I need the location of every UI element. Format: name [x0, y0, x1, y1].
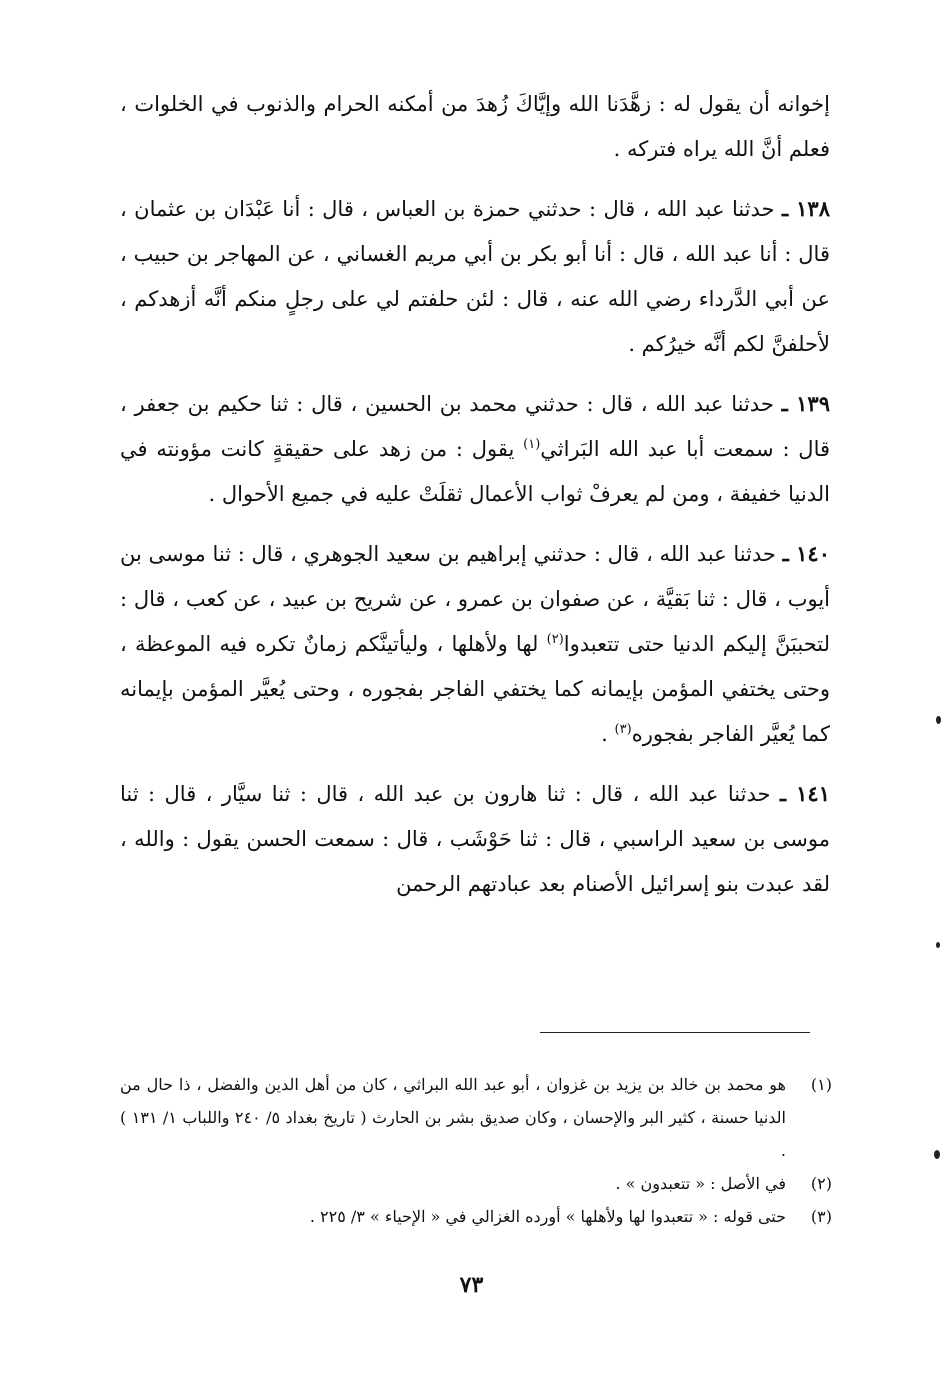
footnote-number: (٣): [810, 1207, 832, 1226]
hadith-text-cont: لها ولأهلها ، وليأتينَّكم زمانٌ تكره فيه الموعظة ، وحتى يختفي المؤمن بإيمانه كما يختفي الفاجر بفجوره ، وحتى يُعيَّر المؤمن بإيمانه كما يُعيَّر الفاجر بفجوره: [120, 632, 830, 746]
hadith-text: حدثنا عبد الله ، قال : ثنا هارون بن عبد الله ، قال : ثنا سيَّار ، قال : ثنا موسى بن سعيد الراسبي ، قال : ثنا حَوْشَب ، قال : سمعت الحسن يقول : والله ، لقد عبدت بنو إسرائيل الأصنام بعد عبادتهم الرحمن: [120, 782, 830, 896]
hadith-141: [120, 771, 830, 907]
footnote-divider: [540, 1032, 810, 1033]
paragraph-text: إخوانه أن يقول له : زهَّدَنا الله وإيَّاكَ زُهدَ من أمكنه الحرام والذنوب في الخلوات ، فعلم أنَّ الله يراه فتركه .: [120, 92, 830, 161]
hadith-number: ١٣٨ ـ: [781, 196, 830, 221]
hadith-140: [120, 531, 830, 757]
hadith-139: [120, 381, 830, 517]
footnotes: [120, 1068, 832, 1233]
hadith-number: ١٤٠ ـ: [782, 541, 830, 566]
footnote-text: حتى قوله : « تتعبدوا لها ولأهلها » أورده الغزالي في « الإحياء » ٣/ ٢٢٥ .: [309, 1207, 786, 1226]
footnote-2: [120, 1167, 832, 1200]
footnote-number: (١): [810, 1075, 832, 1094]
page-number: ٧٣: [459, 1272, 484, 1298]
scan-speck-mark: [936, 942, 940, 948]
footnote-3: [120, 1200, 832, 1233]
footnote-text: هو محمد بن خالد بن يزيد بن غزوان ، أبو عبد الله البراثي ، كان من أهل الدين والفضل ، ذا حال من الدنيا حسنة ، كثير البر والإحسان ، وكان صديق بشر بن الحارث ( تاريخ بغداد ٥/ ٢٤٠ واللباب ١/ ١٣١ ) .: [120, 1075, 787, 1160]
hadith-text-end: .: [601, 722, 608, 746]
main-text: [120, 82, 830, 921]
footnote-ref-3: (٣): [614, 722, 632, 737]
hadith-text: حدثنا عبد الله ، قال : حدثني حمزة بن العباس ، قال : أنا عَبْدَان بن عثمان ، قال : أنا عبد الله ، قال : أنا أبو بكر بن أبي مريم الغساني ، عن المهاجر بن حبيب ، عن أبي الدَّرداء رضي الله عنه ، قال : لئن حلفتم لي على رجلٍ منكم أنَّه أزهدكم ، لأحلفنَّ لكم أنَّه خيرُكم .: [120, 197, 830, 356]
hadith-text: حدثنا عبد الله ، قال : حدثني إبراهيم بن سعيد الجوهري ، قال : ثنا موسى بن أيوب ، قال : ثنا بَقيَّة ، عن صفوان بن عمرو ، عن شريح بن عبيد ، عن كعب ، قال : لتحببَنَّ إليكم الدنيا حتى تتعبدوا: [120, 542, 830, 656]
scan-speck-mark: [934, 1150, 940, 1159]
hadith-number: ١٣٩ ـ: [781, 391, 830, 416]
footnote-ref-1: (١): [523, 437, 541, 452]
footnote-1: [120, 1068, 832, 1167]
hadith-text-cont: يقول : من زهد على حقيقةٍ كانت مؤونته في الدنيا خفيفة ، ومن لم يعرفْ ثواب الأعمال ثقلَتْ عليه في جميع الأحوال .: [120, 437, 830, 506]
scan-speck-mark: [936, 716, 941, 724]
paragraph-intro: [120, 82, 830, 172]
hadith-138: [120, 186, 830, 367]
hadith-text: حدثنا عبد الله ، قال : حدثني محمد بن الحسين ، قال : ثنا حكيم بن جعفر ، قال : سمعت أبا عبد الله البَراثي: [120, 392, 831, 461]
footnote-text: في الأصل : « تتعبدون » .: [615, 1174, 786, 1193]
footnote-number: (٢): [810, 1174, 832, 1193]
hadith-number: ١٤١ ـ: [779, 781, 830, 806]
footnote-ref-2: (٢): [546, 632, 564, 647]
